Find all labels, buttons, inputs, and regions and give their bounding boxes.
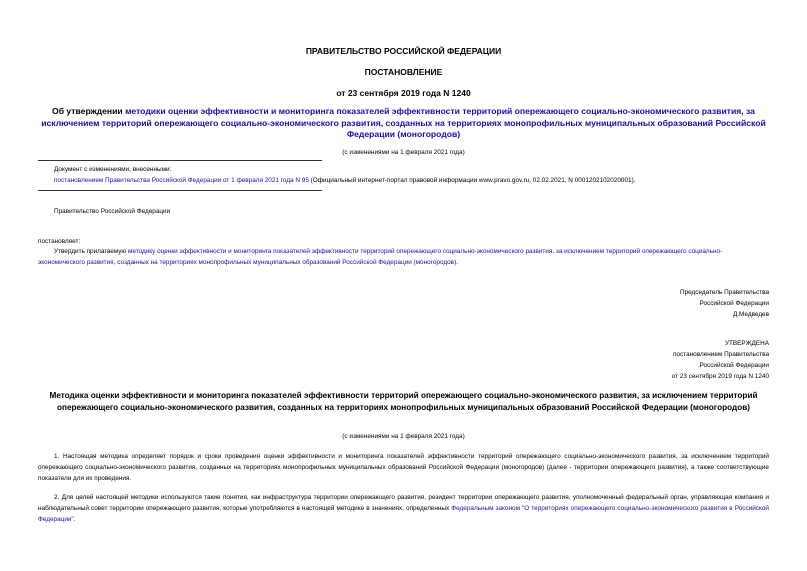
approve-prefix: Утвердить прилагаемую xyxy=(54,248,128,255)
document-title xyxy=(40,106,767,141)
changes-divider-top xyxy=(38,160,322,161)
methodology-revision-note: (с изменениями на 1 февраля 2021 года) xyxy=(342,433,465,440)
paragraph-2-text: 2. Для целей настоящей методики используются такие понятия, как инфраструктура территории опережающего развития, резидент территории опережающего развития, уполномоченный федеральный орган, управляющая компания и наблюдательный совет территории опережающего развития, которые употребляются в настоящей методике в значениях, определенных xyxy=(38,494,769,512)
changes-entry xyxy=(54,175,635,186)
changes-label: Документ с изменениями, внесенными: xyxy=(54,166,172,173)
changes-entry-source: (Официальный интернет-портал правовой информации www.pravo.gov.ru, 02.02.2021, N 0001202102020001). xyxy=(308,177,636,184)
approve-paragraph xyxy=(38,246,769,268)
methodology-paragraph-2 xyxy=(38,492,769,525)
government-heading: ПРАВИТЕЛЬСТВО РОССИЙСКОЙ ФЕДЕРАЦИИ xyxy=(305,46,502,56)
approval-block xyxy=(672,338,769,382)
title-methodology-link[interactable]: методики оценки эффективности и мониторинга показателей эффективности территорий опережающего социально-экономического развития, за исключением территорий опережающего социально-экономического развития, созданных на территориях монопрофильных муниципальных образований Российской Федерации (моногородов) xyxy=(41,106,766,139)
changes-divider-bottom xyxy=(38,190,322,191)
approval-date: от 23 сентября 2019 года N 1240 xyxy=(671,373,769,380)
decrees-text: постановляет: xyxy=(38,238,81,245)
paragraph-2-suffix: . xyxy=(73,516,76,523)
signature-position: Председатель Правительства xyxy=(680,289,769,296)
approve-methodology-link[interactable]: методику оценки эффективности и мониторинга показателей эффективности территорий опережающего социально-экономического развития, за исключением территорий опережающего социально-экономического развития, созданных на территориях монопрофильных муниципальных образований Российской Федерации (моногородов) xyxy=(38,248,723,266)
methodology-title: Методика оценки эффективности и мониторинга показателей эффективности территорий опережающего социально-экономического развития, за исключением территорий опережающего социально-экономического развития, созданных на территориях монопрофильных муниципальных образований Российской Федерации (моногородов) xyxy=(49,391,758,412)
issuer-text: Правительство Российской Федерации xyxy=(54,208,171,215)
approve-suffix: . xyxy=(456,259,458,266)
approval-status: УТВЕРЖДЕНА xyxy=(724,340,769,347)
document-type-heading: ПОСТАНОВЛЕНИЕ xyxy=(364,67,443,77)
document-date-number: от 23 сентября 2019 года N 1240 xyxy=(336,88,471,98)
title-prefix: Об утверждении xyxy=(52,106,126,116)
approval-by: постановлением Правительства xyxy=(673,351,769,358)
federal-law-link[interactable]: Федеральным законом "О территориях опережающего социально-экономического развития в Российской Федерации" xyxy=(38,505,769,523)
signature-block xyxy=(680,287,769,320)
methodology-paragraph-1: 1. Настоящая методика определяет порядок и сроки проведения оценки эффективности и мониторинга показателей эффективности территорий опережающего социально-экономического развития, за исключением территорий опережающего социально-экономического развития, созданных на территориях монопрофильных муниципальных образований Российской Федерации (моногородов) (далее - территории опережающего развития), а также соответствующие показатели для их проведения. xyxy=(38,453,769,482)
approval-org: Российской Федерации xyxy=(699,362,769,369)
revision-note: (с изменениями на 1 февраля 2021 года) xyxy=(342,149,465,156)
amending-decree-link[interactable]: постановлением Правительства Российской Федерации от 1 февраля 2021 года N 95 xyxy=(54,177,309,184)
signature-org: Российской Федерации xyxy=(699,300,769,307)
signature-name: Д.Медведев xyxy=(732,311,769,318)
